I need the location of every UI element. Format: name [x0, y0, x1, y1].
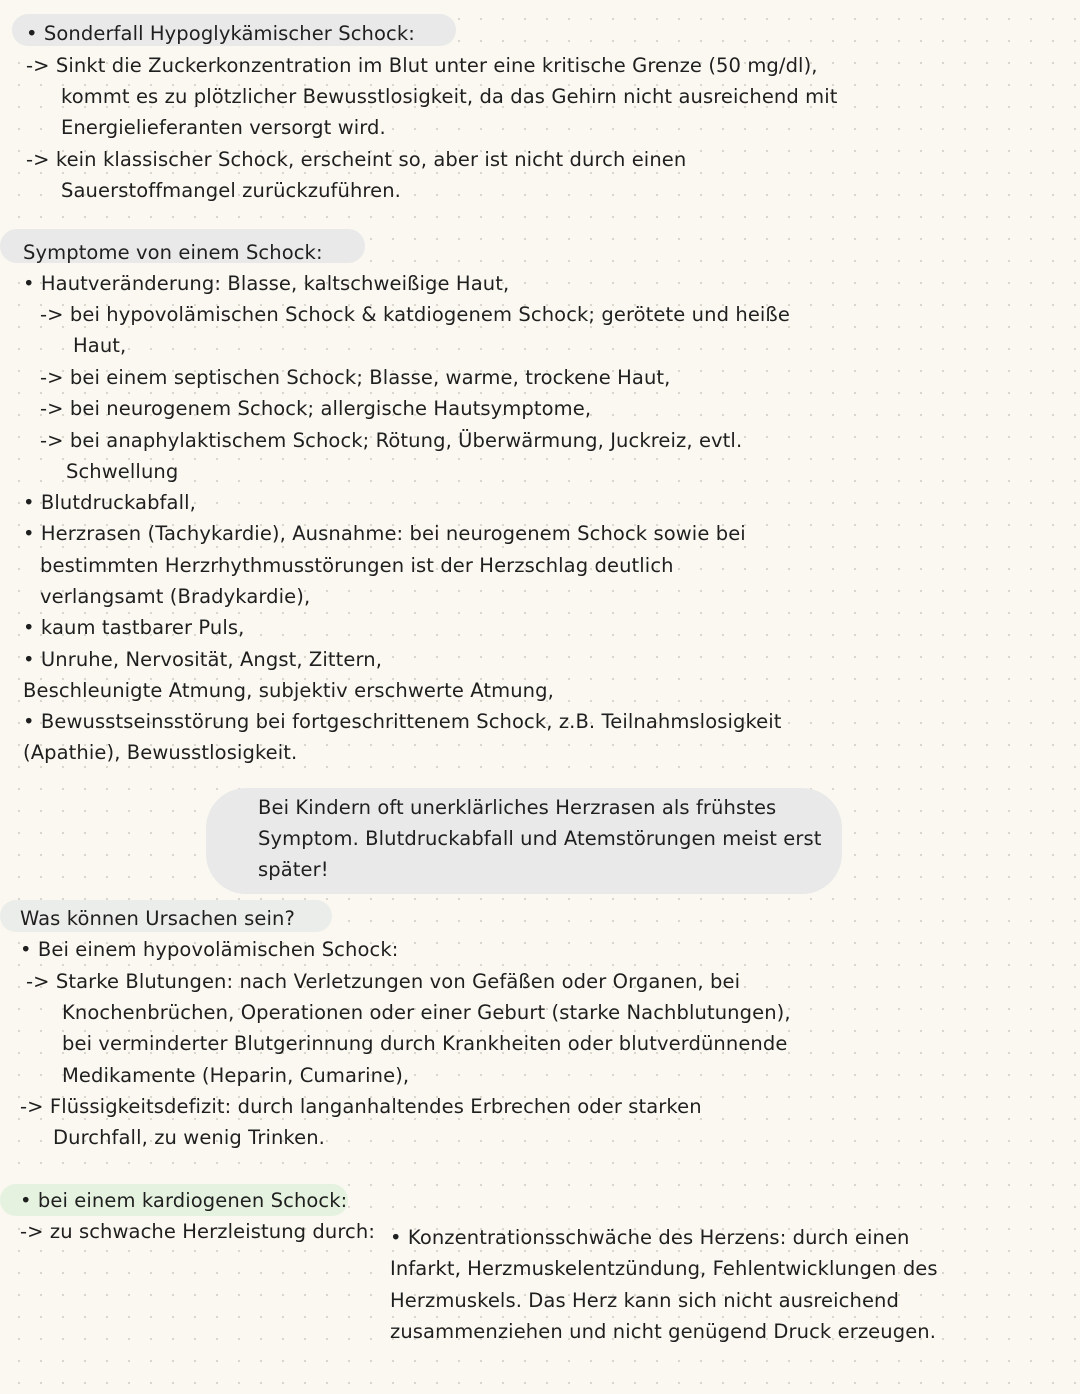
- cause-line: -> Flüssigkeitsdefizit: durch langanhaltendes Erbrechen oder starken: [20, 1095, 702, 1118]
- symptom-line: bestimmten Herzrhythmusstörungen ist der Herzschlag deutlich: [40, 554, 674, 577]
- symptom-line: -> bei neurogenem Schock; allergische Hautsymptome,: [40, 397, 592, 420]
- note-line: Bei Kindern oft unerklärliches Herzrasen als frühstes: [258, 796, 777, 819]
- symptom-line: • kaum tastbarer Puls,: [23, 616, 245, 639]
- cardio-heading: • bei einem kardiogenen Schock:: [20, 1189, 348, 1212]
- symptom-line: Haut,: [73, 334, 127, 357]
- symptom-line: (Apathie), Bewusstlosigkeit.: [23, 741, 298, 764]
- symptom-line: Beschleunigte Atmung, subjektiv erschwerte Atmung,: [23, 679, 554, 702]
- note-line: Symptom. Blutdruckabfall und Atemstörungen meist erst: [258, 827, 822, 850]
- cardio-line: Infarkt, Herzmuskelentzündung, Fehlentwicklungen des: [390, 1257, 938, 1280]
- symptom-line: • Blutdruckabfall,: [23, 491, 196, 514]
- symptom-line: • Hautveränderung: Blasse, kaltschweißige Haut,: [23, 272, 510, 295]
- cause-line: • Bei einem hypovolämischen Schock:: [20, 938, 399, 961]
- hypo-line: kommt es zu plötzlicher Bewusstlosigkeit, da das Gehirn nicht ausreichend mit: [61, 85, 838, 108]
- cardio-line: zusammenziehen und nicht genügend Druck erzeugen.: [390, 1320, 937, 1343]
- note-line: später!: [258, 858, 329, 881]
- symptom-line: Schwellung: [66, 460, 179, 483]
- cause-line: bei verminderter Blutgerinnung durch Krankheiten oder blutverdünnende: [62, 1032, 788, 1055]
- symptom-line: • Bewusstseinsstörung bei fortgeschrittenem Schock, z.B. Teilnahmslosigkeit: [23, 710, 782, 733]
- symptom-line: verlangsamt (Bradykardie),: [40, 585, 311, 608]
- hypo-line: Sauerstoffmangel zurückzuführen.: [61, 179, 401, 202]
- cardio-lead: -> zu schwache Herzleistung durch:: [20, 1220, 375, 1243]
- cardio-line: Herzmuskels. Das Herz kann sich nicht ausreichend: [390, 1289, 899, 1312]
- symptom-line: -> bei hypovolämischen Schock & katdiogenem Schock; gerötete und heiße: [40, 303, 790, 326]
- symptom-line: • Unruhe, Nervosität, Angst, Zittern,: [23, 648, 383, 671]
- cause-line: Knochenbrüchen, Operationen oder einer Geburt (starke Nachblutungen),: [62, 1001, 791, 1024]
- symptom-line: -> bei anaphylaktischem Schock; Rötung, Überwärmung, Juckreiz, evtl.: [40, 429, 743, 452]
- hypo-heading: • Sonderfall Hypoglykämischer Schock:: [26, 22, 415, 45]
- symptom-line: • Herzrasen (Tachykardie), Ausnahme: bei neurogenem Schock sowie bei: [23, 522, 746, 545]
- hypo-line: -> kein klassischer Schock, erscheint so, aber ist nicht durch einen: [26, 148, 687, 171]
- cause-line: -> Starke Blutungen: nach Verletzungen von Gefäßen oder Organen, bei: [26, 970, 741, 993]
- cause-line: Medikamente (Heparin, Cumarine),: [62, 1064, 410, 1087]
- symptom-line: -> bei einem septischen Schock; Blasse, warme, trockene Haut,: [40, 366, 671, 389]
- cause-line: Durchfall, zu wenig Trinken.: [53, 1126, 325, 1149]
- hypo-line: -> Sinkt die Zuckerkonzentration im Blut unter eine kritische Grenze (50 mg/dl),: [26, 54, 818, 77]
- cardio-line: • Konzentrationsschwäche des Herzens: durch einen: [390, 1226, 910, 1249]
- hypo-line: Energielieferanten versorgt wird.: [61, 116, 386, 139]
- symptoms-heading: Symptome von einem Schock:: [23, 241, 323, 264]
- causes-heading: Was können Ursachen sein?: [20, 907, 295, 930]
